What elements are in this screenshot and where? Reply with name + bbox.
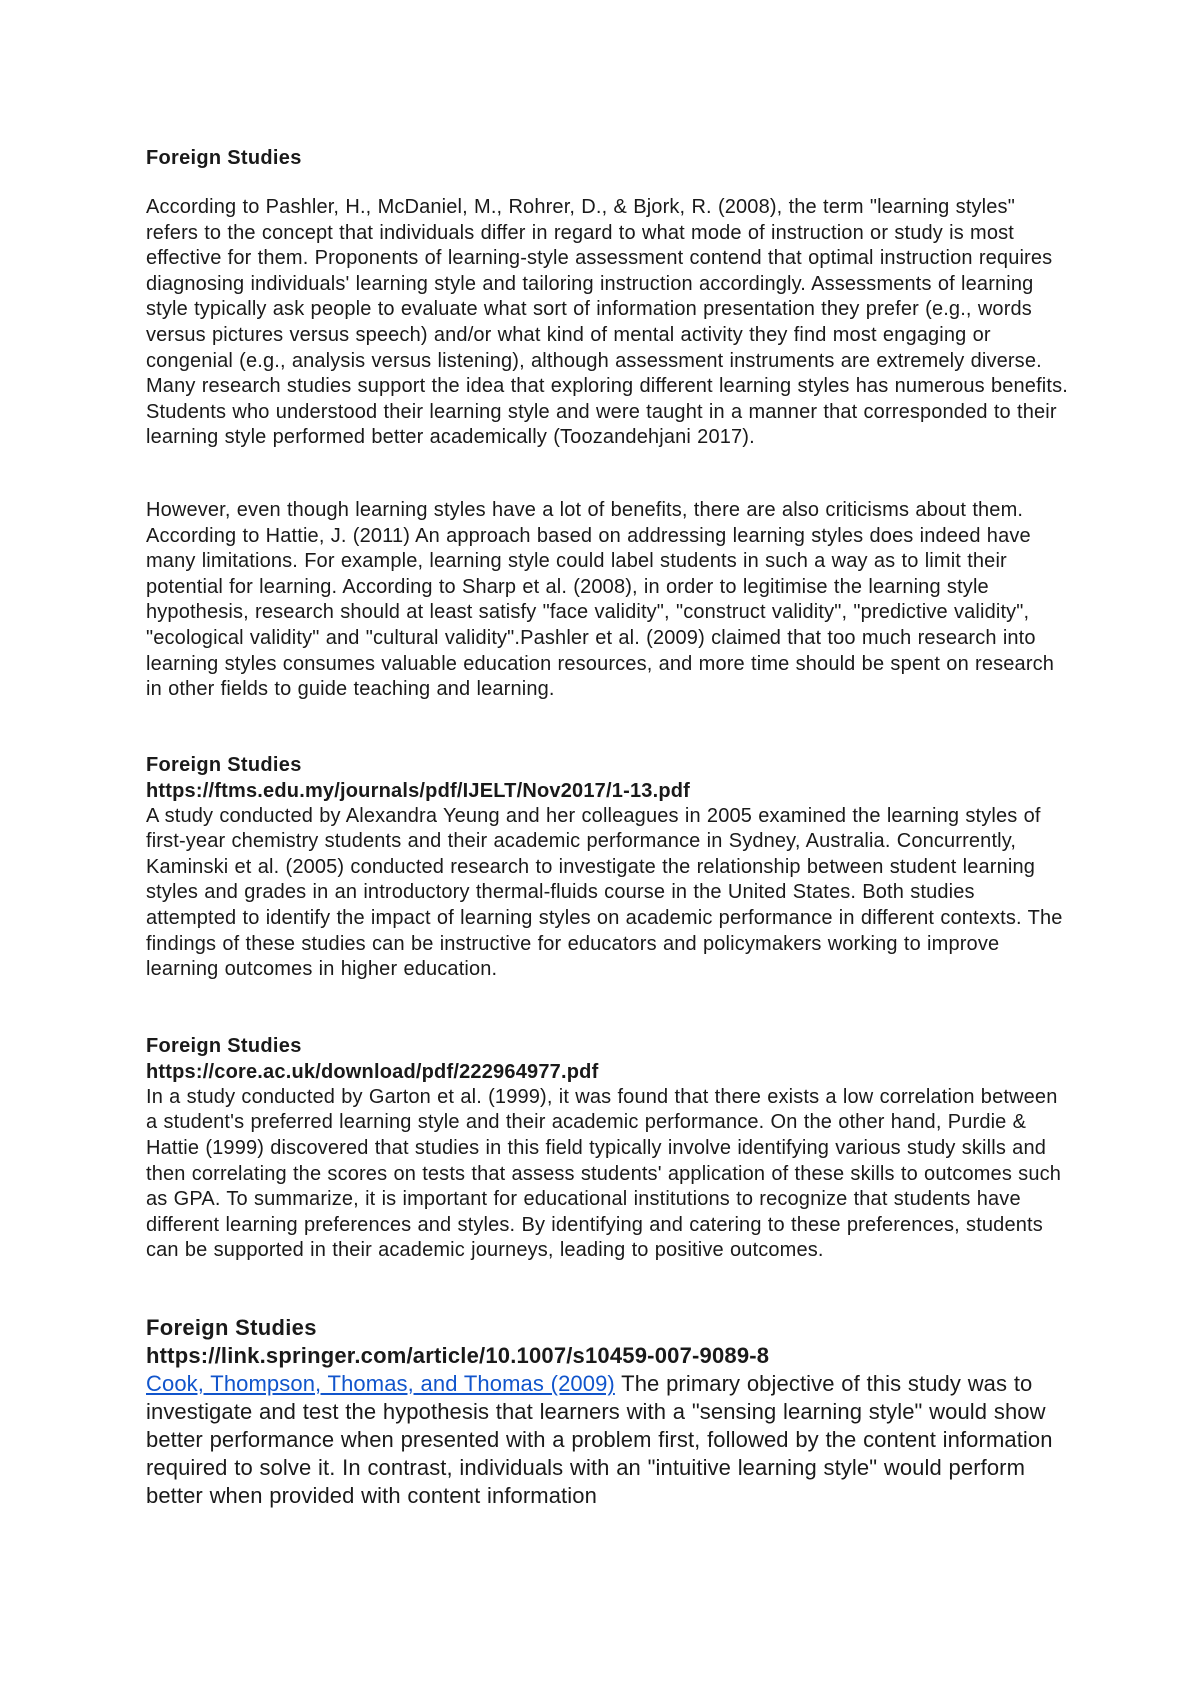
- section-pashler: [146, 145, 1071, 703]
- section-heading: Foreign Studies: [146, 1034, 302, 1057]
- source-url: https://link.springer.com/article/10.1007/s10459-007-9089-8: [146, 1343, 770, 1368]
- section-heading: Foreign Studies: [146, 1315, 317, 1340]
- section-garton: [146, 1033, 1071, 1264]
- paragraph-cook-study: [146, 1370, 1071, 1510]
- section-heading: Foreign Studies: [146, 753, 302, 776]
- paragraph-yeung-study: A study conducted by Alexandra Yeung and her colleagues in 2005 examined the learning styles of first-year chemistry students and their academic performance in Sydney, Australia. Concurrently, Kaminski et al. (2005) conducted research to investigate the relationship between student learning styles and grades in an introductory thermal-fluids course in the United States. Both studies attempted to identify the impact of learning styles on academic performance in different contexts. The findings of these studies can be instructive for educators and policymakers working to improve learning outcomes in higher education.: [146, 804, 1063, 981]
- paragraph-cook-text: The primary objective of this study was to investigate and test the hypothesis that learners with a "sensing learning style" would show better performance when presented with a problem first, followed by the content information required to solve it. In contrast, individuals with an "intuitive learning style" would perform better when provided with content information: [146, 1371, 1053, 1508]
- paragraph-learning-styles-definition: According to Pashler, H., McDaniel, M., Rohrer, D., & Bjork, R. (2008), the term "learning styles" refers to the concept that individuals differ in regard to what mode of instruction or study is most effective for them. Proponents of learning-style assessment contend that optimal instruction requires diagnosing individuals' learning style and tailoring instruction accordingly. Assessments of learning style typically ask people to evaluate what sort of information presentation they prefer (e.g., words versus pictures versus speech) and/or what kind of mental activity they find most engaging or congenial (e.g., analysis versus listening), although assessment instruments are extremely diverse. Many research studies support the idea that exploring different learning styles has numerous benefits. Students who understood their learning style and were taught in a manner that corresponded to their learning style performed better academically (Toozandehjani 2017).: [146, 196, 1068, 449]
- citation-link[interactable]: Cook, Thompson, Thomas, and Thomas (2009): [146, 1371, 615, 1396]
- section-cook: [146, 1314, 1071, 1510]
- section-heading: Foreign Studies: [146, 147, 302, 169]
- source-url: https://core.ac.uk/download/pdf/222964977.pdf: [146, 1060, 599, 1083]
- paragraph-learning-styles-criticism: However, even though learning styles have a lot of benefits, there are also criticisms about them. According to Hattie, J. (2011) An approach based on addressing learning styles does indeed have many limitations. For example, learning style could label students in such a way as to limit their potential for learning. According to Sharp et al. (2008), in order to legitimise the learning style hypothesis, research should at least satisfy "face validity", "construct validity", "predictive validity", "ecological validity" and "cultural validity".Pashler et al. (2009) claimed that too much research into learning styles consumes valuable education resources, and more time should be spent on research in other fields to guide teaching and learning.: [146, 498, 1055, 701]
- section-yeung: [146, 752, 1071, 983]
- document-body: [146, 145, 1071, 1510]
- paragraph-garton-study: In a study conducted by Garton et al. (1999), it was found that there exists a low correlation between a student's preferred learning style and their academic performance. On the other hand, Purdie & Hattie (1999) discovered that studies in this field typically involve identifying various study skills and then correlating the scores on tests that assess students' application of these skills to outcomes such as GPA. To summarize, it is important for educational institutions to recognize that students have different learning preferences and styles. By identifying and catering to these preferences, students can be supported in their academic journeys, leading to positive outcomes.: [146, 1085, 1062, 1262]
- source-url: https://ftms.edu.my/journals/pdf/IJELT/Nov2017/1-13.pdf: [146, 779, 691, 802]
